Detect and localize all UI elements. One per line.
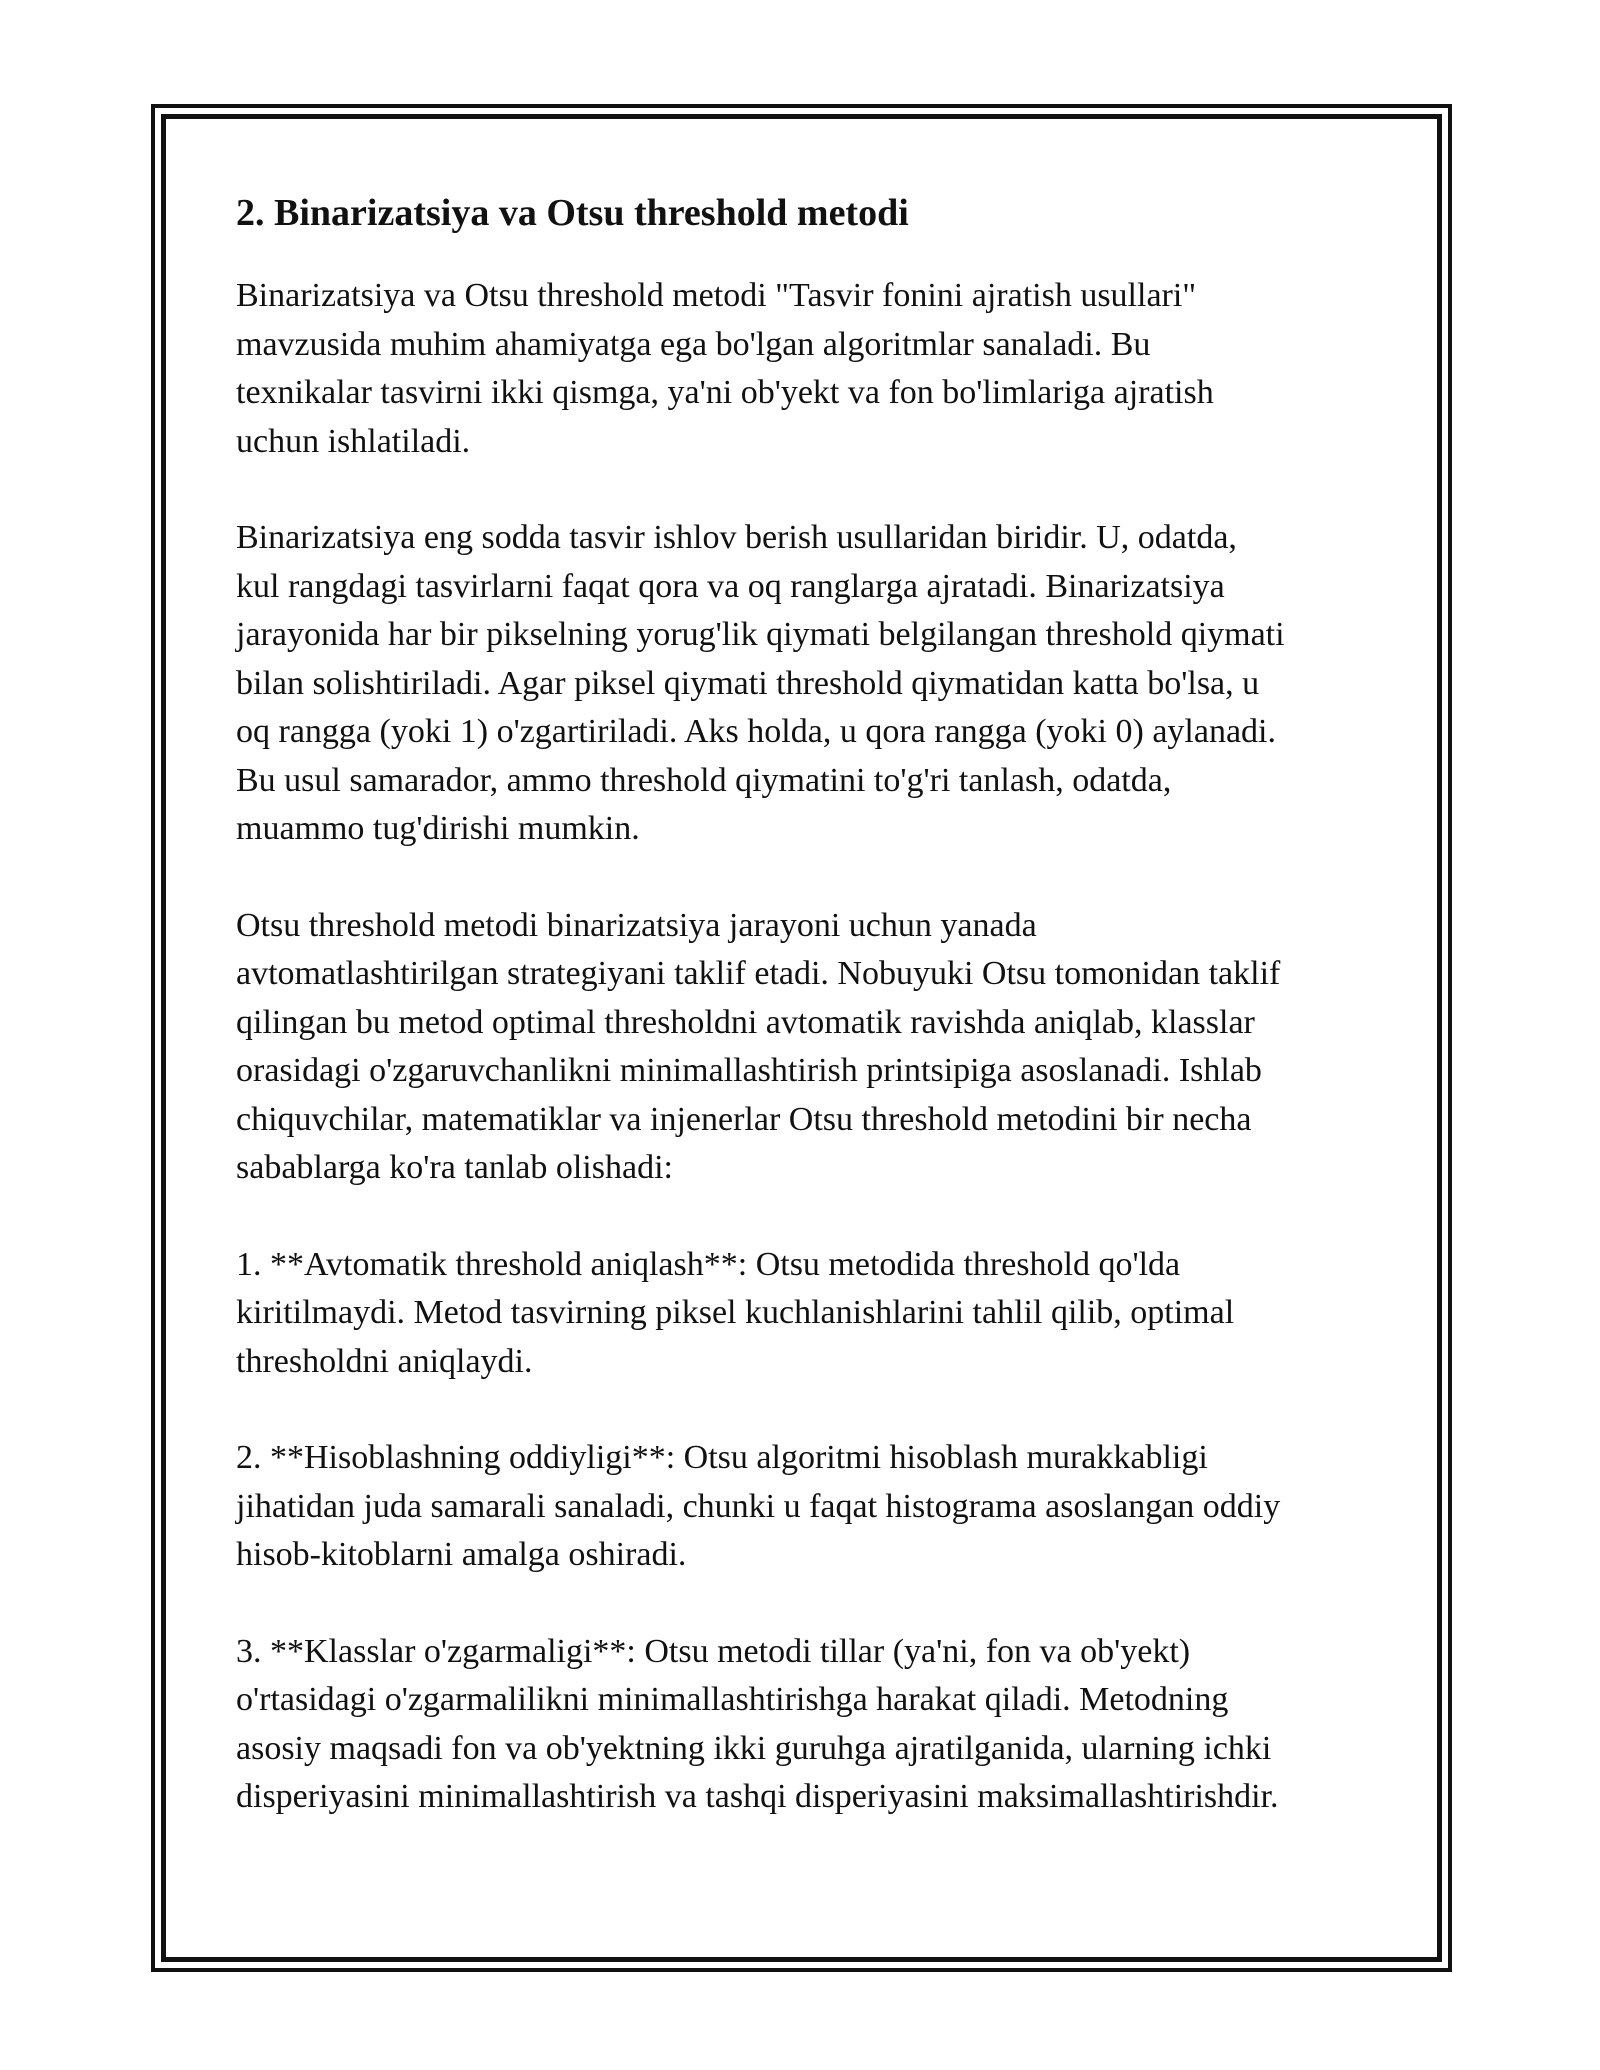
text-line: uchun ishlatiladi. — [236, 422, 471, 460]
text-line: sabablarga ko'ra tanlab olishadi: — [236, 1149, 673, 1186]
text-line: thresholdni aniqlaydi. — [236, 1342, 533, 1380]
text-line: 1. **Avtomatik threshold aniqlash**: Otsu metodida threshold qo'lda — [236, 1245, 1181, 1283]
text-line: asosiy maqsadi fon va ob'yektning ikki guruhga ajratilganida, ularning ichki — [236, 1729, 1272, 1767]
text-line: Bu usul samarador, ammo threshold qiymatini to'g'ri tanlash, odatda, — [236, 761, 1172, 799]
text-line: mavzusida muhim ahamiyatga ega bo'lgan algoritmlar sanaladi. Bu — [236, 325, 1151, 363]
text-line: jihatidan juda samarali sanaladi, chunki u faqat histograma asoslangan oddiy — [236, 1487, 1281, 1525]
text-line: oq rangga (yoki 1) o'zgartiriladi. Aks holda, u qora rangga (yoki 0) aylanadi. — [236, 713, 1276, 750]
text-line: jarayonida har bir pikselning yorug'lik qiymati belgilangan threshold qiymati — [236, 616, 1285, 653]
text-line: texnikalar tasvirni ikki qismga, ya'ni ob'yekt va fon bo'limlariga ajratish — [236, 374, 1214, 411]
text-line: Binarizatsiya eng sodda tasvir ishlov berish usullaridan biridir. U, odatda, — [236, 519, 1237, 556]
paragraph-list — [236, 272, 1376, 1822]
paragraph-6 — [236, 1628, 1376, 1822]
paragraph-2 — [236, 514, 1376, 854]
text-line: 2. **Hisoblashning oddiyligi**: Otsu algoritmi hisoblash murakkabligi — [236, 1439, 1208, 1476]
text-line: kul rangdagi tasvirlarni faqat qora va oq ranglarga ajratadi. Binarizatsiya — [236, 567, 1225, 605]
text-line: kiritilmaydi. Metod tasvirning piksel kuchlanishlarini tahlil qilib, optimal — [236, 1294, 1235, 1331]
document-title: 2. Binarizatsiya va Otsu threshold metodi — [236, 192, 909, 234]
text-line: 3. **Klasslar o'zgarmaligi**: Otsu metodi tillar (ya'ni, fon va ob'yekt) — [236, 1632, 1191, 1670]
text-line: Otsu threshold metodi binarizatsiya jarayoni uchun yanada — [236, 906, 1037, 944]
text-line: avtomatlashtirilgan strategiyani taklif etadi. Nobuyuki Otsu tomonidan taklif — [236, 955, 1281, 992]
text-line: hisob-kitoblarni amalga oshiradi. — [236, 1536, 687, 1573]
paragraph-1 — [236, 272, 1376, 466]
text-line: Binarizatsiya va Otsu threshold metodi "Tasvir fonini ajratish usullari" — [236, 277, 1197, 314]
text-line: muammo tug'dirishi mumkin. — [236, 810, 640, 847]
text-line: qilingan bu metod optimal thresholdni avtomatik ravishda aniqlab, klasslar — [236, 1003, 1255, 1041]
paragraph-5 — [236, 1434, 1376, 1580]
text-line: o'rtasidagi o'zgarmalilikni minimallashtirishga harakat qiladi. Metodning — [236, 1681, 1229, 1718]
paragraph-4 — [236, 1241, 1376, 1387]
text-line: orasidagi o'zgaruvchanlikni minimallashtirish printsipiga asoslanadi. Ishlab — [236, 1052, 1262, 1089]
text-line: disperiyasini minimallashtirish va tashqi disperiyasini maksimallashtirishdir. — [236, 1778, 1279, 1815]
paragraph-3 — [236, 902, 1376, 1193]
text-line: bilan solishtiriladi. Agar piksel qiymati threshold qiymatidan katta bo'lsa, u — [236, 664, 1260, 702]
text-line: chiquvchilar, matematiklar va injenerlar Otsu threshold metodini bir necha — [236, 1100, 1252, 1138]
document-body — [236, 188, 1376, 1870]
